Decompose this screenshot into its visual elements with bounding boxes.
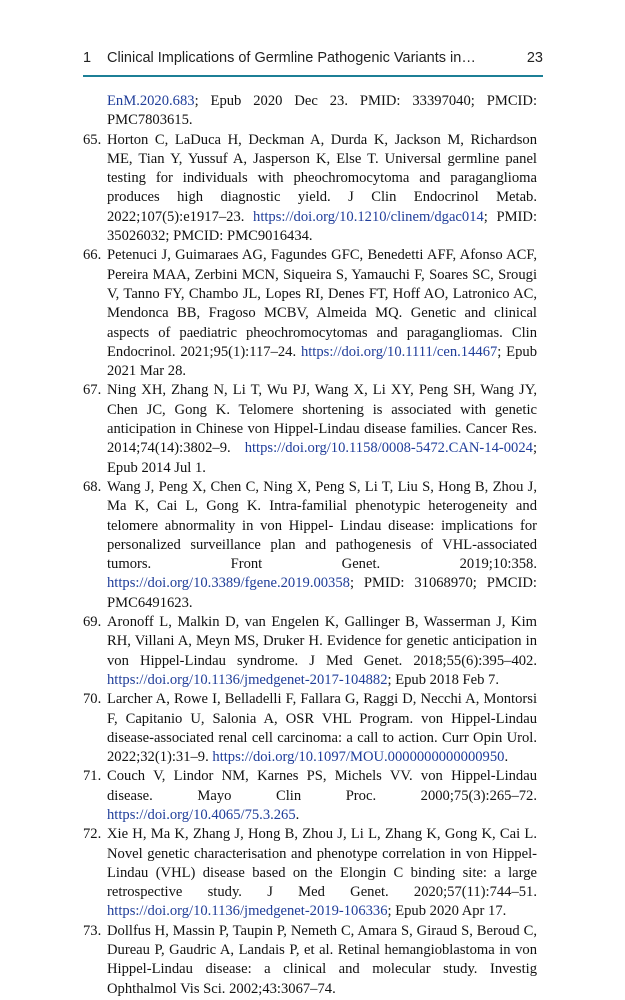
reference-list	[83, 92, 537, 999]
reference-tail: .	[295, 806, 300, 823]
reference-tail: ; PMID: 35026032; PMCID: PMC9016434.	[107, 208, 537, 245]
reference-item	[83, 767, 537, 825]
reference-text: Larcher A, Rowe I, Belladelli F, Fallara G, Raggi D, Necchi A, Montorsi F, Capitanio U, Salonia A, OSR VHL Program. von Hippel-Lindau disease-associated renal cell carcinoma: a call to action. Curr Opin Urol. 2022;32(1):31–9.	[107, 691, 537, 766]
reference-number: 66.	[83, 247, 102, 264]
reference-text: Wang J, Peng X, Chen C, Ning X, Peng S, Li T, Liu S, Hong B, Zhou J, Ma K, Cai L, Gong K. Intra-familial phenotypic heterogeneity and telomere abnormality in von Hippel- Lindau disease: implications for personalized surveillance plan and pathogenesis of VHL-associated tumors. Front Genet. 2019;10:358.	[107, 478, 537, 573]
reference-number: 73.	[83, 922, 102, 939]
doi-link[interactable]: https://doi.org/10.1136/jmedgenet-2019-106336	[107, 903, 388, 920]
reference-tail: ; PMID: 31068970; PMCID: PMC6491623.	[107, 575, 537, 611]
reference-item	[83, 381, 537, 477]
reference-text: Ning XH, Zhang N, Li T, Wu PJ, Wang X, Li XY, Peng SH, Wang JY, Chen JC, Gong K. Telomere shortening is associated with genetic anticipation in Chinese von Hippel-Lindau disease families. Cancer Res. 2014;74(14):3802–9.	[107, 382, 537, 457]
reference-number: 67.	[83, 382, 102, 399]
reference-item	[83, 922, 537, 999]
reference-item	[83, 246, 537, 381]
reference-text: Aronoff L, Malkin D, van Engelen K, Gallinger B, Wasserman J, Kim RH, Villani A, Meyn MS, Druker H. Evidence for genetic anticipation in von Hippel-Lindau syndrome. J Med Genet. 2018;55(6):395–402.	[107, 614, 537, 669]
reference-text: Couch V, Lindor NM, Karnes PS, Michels VV. von Hippel-Lindau disease. Mayo Clin Proc. 2000;75(3):265–72.	[107, 768, 537, 804]
header-rule	[83, 75, 543, 77]
reference-number: 69.	[83, 614, 102, 631]
doi-link[interactable]: https://doi.org/10.1097/MOU.0000000000000950	[212, 749, 505, 766]
reference-number: 72.	[83, 826, 102, 843]
doi-link[interactable]: https://doi.org/10.1210/clinem/dgac014	[253, 208, 484, 225]
doi-link[interactable]: https://doi.org/10.1158/0008-5472.CAN-14-0024	[244, 440, 533, 457]
reference-number: 65.	[83, 131, 102, 148]
doi-link[interactable]: https://doi.org/10.3389/fgene.2019.00358	[107, 575, 350, 592]
reference-item	[83, 690, 537, 767]
reference-tail: ; Epub 2018 Feb 7.	[387, 671, 499, 688]
chapter-title: Clinical Implications of Germline Pathogenic Variants in…	[107, 50, 476, 66]
chapter-number: 1	[83, 50, 92, 66]
running-header	[83, 50, 543, 72]
doi-link[interactable]: https://doi.org/10.4065/75.3.265	[107, 806, 296, 823]
reference-tail: ; Epub 2021 Mar 28.	[107, 343, 537, 380]
reference-text: Xie H, Ma K, Zhang J, Hong B, Zhou J, Li L, Zhang K, Gong K, Cai L. Novel genetic characterisation and phenotype correlation in von Hippel-Lindau (VHL) disease based on the Elongin C binding site: a large retrospective study. J Med Genet. 2020;57(11):744–51.	[107, 826, 537, 901]
reference-number: 68.	[83, 478, 102, 495]
reference-continuation	[83, 92, 537, 131]
reference-number: 71.	[83, 768, 102, 785]
reference-item	[83, 131, 537, 247]
reference-tail: ; Epub 2020 Dec 23. PMID: 33397040; PMCID: PMC7803615.	[107, 93, 537, 129]
doi-link[interactable]: https://doi.org/10.1111/cen.14467	[300, 343, 498, 360]
reference-text: Petenuci J, Guimaraes AG, Fagundes GFC, Benedetti AFF, Afonso ACF, Pereira MAA, Zerbini MCN, Siqueira S, Yamauchi F, Soares SC, Srougi V, Tanno FY, Chambo JL, Lopes RI, Denes FT, Hoff AO, Latronico AC, Mendonca BB, Fragoso MCBV, Almeida MQ. Genetic and clinical aspects of paediatric pheochromocytomas and paragangliomas. Clin Endocrinol. 2021;95(1):117–24.	[107, 247, 537, 360]
reference-item	[83, 613, 537, 690]
page-number: 23	[526, 50, 543, 66]
reference-text: Dollfus H, Massin P, Taupin P, Nemeth C, Amara S, Giraud S, Beroud C, Dureau P, Gaudric A, Landais P, et al. Retinal hemangioblastoma in von Hippel-Lindau disease: a clinical and molecular study. Investig Ophthalmol Vis Sci. 2002;43:3067–74.	[107, 922, 537, 997]
reference-number: 70.	[83, 691, 102, 708]
reference-tail: ; Epub 2014 Jul 1.	[107, 440, 537, 476]
reference-item	[83, 825, 537, 921]
reference-tail: .	[504, 749, 509, 766]
reference-tail: ; Epub 2020 Apr 17.	[387, 903, 507, 920]
reference-text: Horton C, LaDuca H, Deckman A, Durda K, Jackson M, Richardson ME, Tian Y, Yussuf A, Jasperson K, Else T. Universal germline panel testing for individuals with pheochromocytoma and paraganglioma produces high diagnostic yield. J Clin Endocrinol Metab. 2022;107(5):e1917–23.	[107, 131, 537, 225]
reference-item	[83, 478, 537, 613]
doi-link[interactable]: EnM.2020.683	[107, 93, 195, 109]
doi-link[interactable]: https://doi.org/10.1136/jmedgenet-2017-104882	[107, 671, 388, 688]
